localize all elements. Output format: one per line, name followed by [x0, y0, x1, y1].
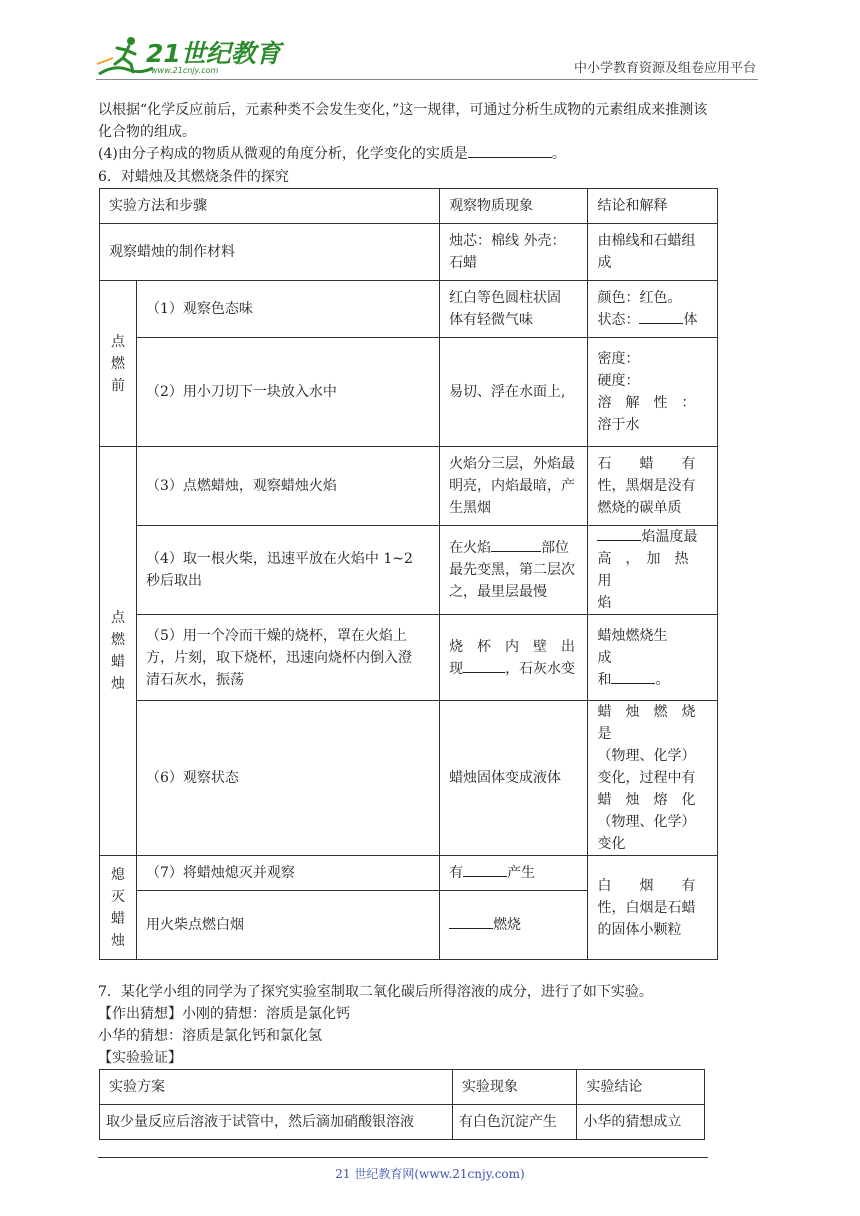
- step-cell: 用火柴点燃白烟: [136, 891, 439, 960]
- step-cell: （4）取一根火柴，迅速平放在火焰中 1~2 秒后取出: [136, 526, 439, 615]
- conclusion-cell: 蜡烛燃烧生 成 和 。: [588, 615, 718, 701]
- table-row: [100, 281, 718, 338]
- brand-logo-text: 21世纪教育: [146, 39, 281, 68]
- step-cell: （6）观察状态: [136, 701, 439, 856]
- header-divider: [96, 79, 758, 80]
- table-row: [100, 615, 718, 701]
- phenomenon-cell: 燃烧: [440, 891, 588, 960]
- step-cell: （7）将蜡烛熄灭并观察: [136, 856, 439, 891]
- platform-name: 中小学教育资源及组卷应用平台: [574, 61, 757, 76]
- question-4: [98, 143, 566, 165]
- group-label-extinguish: 熄 灭 蜡 烛: [100, 856, 137, 960]
- phenomenon-cell: 烛芯：棉线 外壳： 石蜡: [440, 224, 588, 281]
- brand-logo-url: www.21cnjy.com: [151, 66, 219, 75]
- step-cell: 观察蜡烛的制作材料: [100, 224, 440, 281]
- table-row: [100, 526, 718, 615]
- step-cell: （5）用一个冷而干燥的烧杯，罩在火焰上 方，片刻，取下烧杯，迅速向烧杯内倒入澄 清石灰水，振荡: [136, 615, 439, 701]
- answer-blank[interactable]: [639, 309, 683, 324]
- answer-blank[interactable]: [468, 143, 552, 158]
- phenomenon-cell: 易切、浮在水面上,: [440, 338, 588, 447]
- phenomenon-cell: 在火焰 部位 最先变黑，第二层次 之，最里层最慢: [440, 526, 588, 615]
- conclusion-cell: 焰温度最 高 ， 加 热 用 焰: [588, 526, 718, 615]
- verification-table: [99, 1069, 705, 1140]
- question-6-title: 6．对蜡烛及其燃烧条件的探究: [98, 169, 289, 185]
- table-row: [100, 447, 718, 526]
- table-header-row: [100, 189, 718, 224]
- phenomenon-cell: 烧 杯 内 壁 出 现 ，石灰水变: [440, 615, 588, 701]
- table-row: [100, 856, 718, 891]
- plan-cell: 取少量反应后溶液于试管中，然后滴加硝酸银溶液: [100, 1105, 453, 1140]
- answer-blank[interactable]: [463, 862, 507, 877]
- table-row: [100, 1105, 705, 1140]
- footer-divider: [98, 1157, 708, 1158]
- intro-line-2: 化合物的组成。: [98, 124, 196, 140]
- verification-heading: 【实验验证】: [98, 1050, 182, 1066]
- table-header-row: [100, 1070, 705, 1105]
- conclusion-cell: 白 烟 有 性，白烟是石蜡 的固体小颗粒: [588, 856, 718, 960]
- step-cell: （3）点燃蜡烛，观察蜡烛火焰: [136, 447, 439, 526]
- answer-blank[interactable]: [463, 658, 505, 673]
- question-7-title: 7．某化学小组的同学为了探究实验室制取二氧化碳后所得溶液的成分，进行了如下实验。: [98, 984, 653, 1000]
- conclusion-cell: 密度： 硬度： 溶 解 性 ： 溶于水: [588, 338, 718, 447]
- answer-blank[interactable]: [597, 526, 641, 541]
- step-cell: （2）用小刀切下一块放入水中: [136, 338, 439, 447]
- conclusion-cell: 由棉线和石蜡组 成: [588, 224, 718, 281]
- step-cell: （1）观察色态味: [136, 281, 439, 338]
- table-row: [100, 338, 718, 447]
- hypothesis-xiaogang: 【作出猜想】小刚的猜想：溶质是氯化钙: [98, 1006, 350, 1022]
- phenomenon-cell: 有白色沉淀产生: [452, 1105, 577, 1140]
- table-row: [100, 224, 718, 281]
- conclusion-cell: 颜色：红色。 状态： 体: [588, 281, 718, 338]
- header-conclusion: 实验结论: [577, 1070, 705, 1105]
- candle-experiment-table: [99, 188, 718, 960]
- question-4-end: 。: [551, 146, 566, 162]
- intro-line-1: 以根据“化学反应前后，元素种类不会发生变化，”这一规律，可通过分析生成物的元素组成来推测该: [98, 102, 708, 118]
- header-phenomenon: 观察物质现象: [440, 189, 588, 224]
- answer-blank[interactable]: [491, 537, 541, 552]
- question-4-text: (4)由分子构成的物质从微观的角度分析，化学变化的实质是: [98, 146, 468, 162]
- header-method: 实验方法和步骤: [100, 189, 440, 224]
- header-plan: 实验方案: [100, 1070, 453, 1105]
- footer-link[interactable]: 21 世纪教育网(www.21cnjy.com): [335, 1167, 525, 1181]
- conclusion-cell: 石 蜡 有 性，黑烟是没有 燃烧的碳单质: [588, 447, 718, 526]
- phenomenon-cell: 蜡烛固体变成液体: [440, 701, 588, 856]
- phenomenon-cell: 有 产生: [440, 856, 588, 891]
- answer-blank[interactable]: [611, 669, 655, 684]
- hypothesis-xiaohua: 小华的猜想：溶质是氯化钙和氯化氢: [98, 1028, 322, 1044]
- table-row: [100, 701, 718, 856]
- group-label-before-burning: 点 燃 前: [100, 281, 137, 447]
- group-label-burning: 点 燃 蜡 烛: [100, 447, 137, 856]
- conclusion-cell: 蜡 烛 燃 烧 是 （物理、化学） 变化，过程中有 蜡 烛 熔 化 （物理、化学） 变化: [588, 701, 718, 856]
- header-conclusion: 结论和解释: [588, 189, 718, 224]
- phenomenon-cell: 红白等色圆柱状固 体有轻微气味: [440, 281, 588, 338]
- phenomenon-cell: 火焰分三层，外焰最 明亮，内焰最暗，产 生黑烟: [440, 447, 588, 526]
- conclusion-cell: 小华的猜想成立: [577, 1105, 705, 1140]
- header-phenomenon: 实验现象: [452, 1070, 577, 1105]
- answer-blank[interactable]: [449, 914, 493, 929]
